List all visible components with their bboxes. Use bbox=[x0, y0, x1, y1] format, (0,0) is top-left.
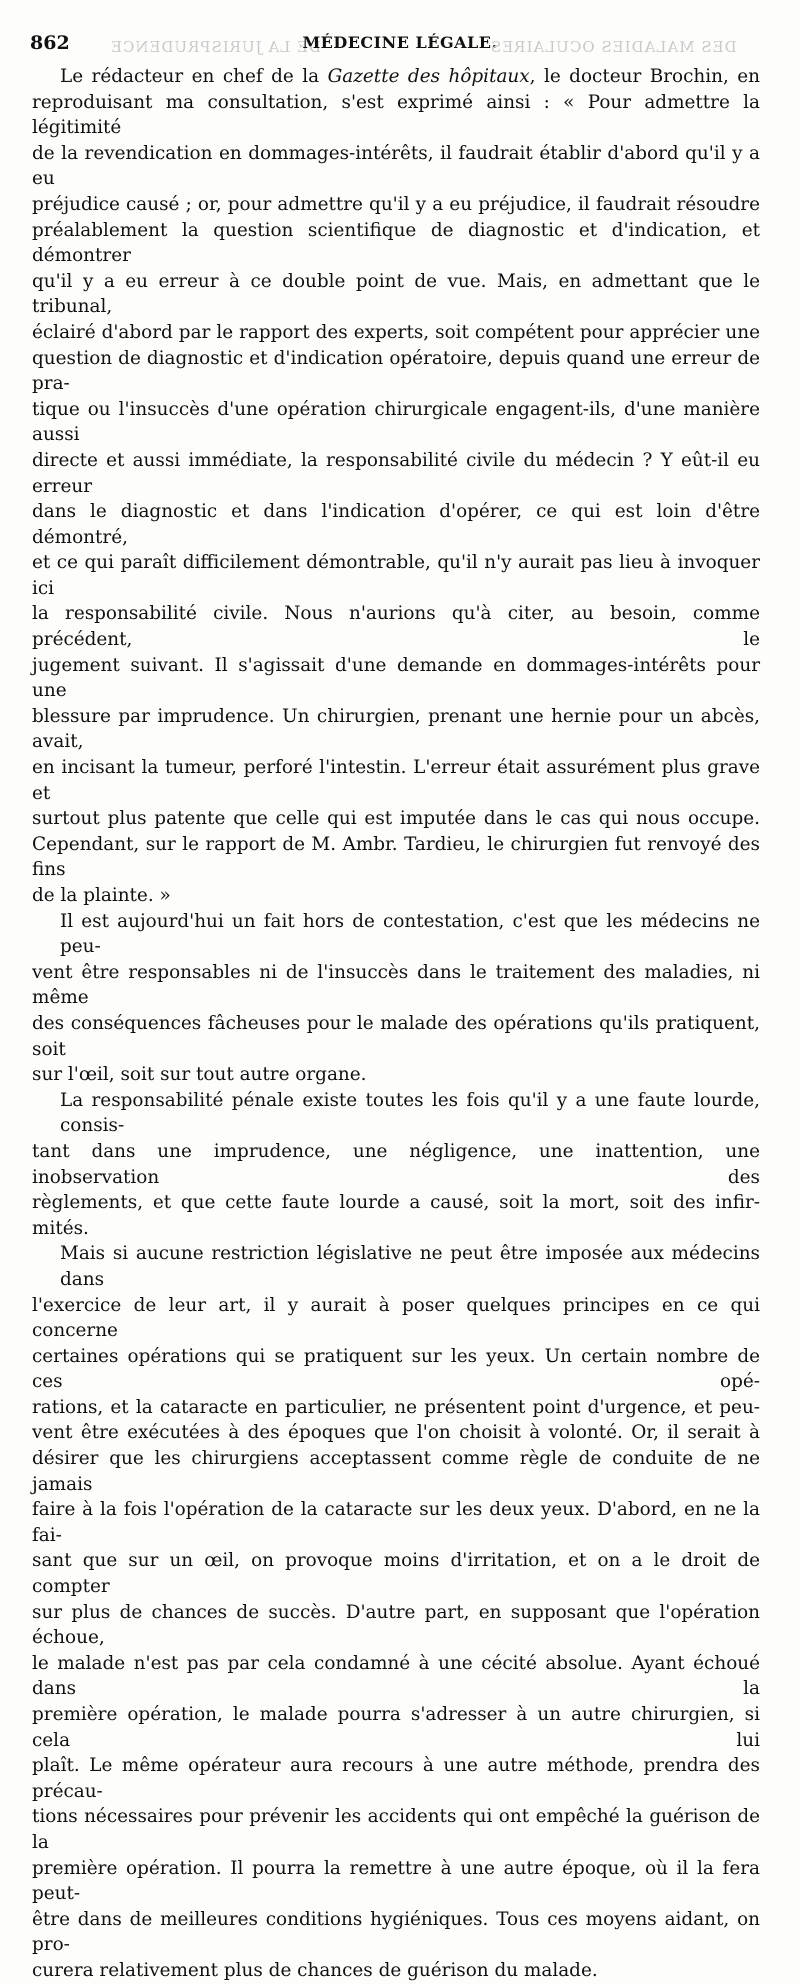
text-line: tique ou l'insuccès d'une opération chirurgicale engagent-ils, d'une manière aussi bbox=[32, 398, 760, 446]
text-line: de la plainte. » bbox=[32, 885, 171, 906]
text-line: préjudice causé ; or, pour admettre qu'il y a eu préjudice, il faudrait résoudre bbox=[32, 193, 760, 215]
text-line: éclairé d'abord par le rapport des experts, soit compétent pour apprécier une bbox=[32, 321, 760, 343]
text-line: Cependant, sur le rapport de M. Ambr. Tardieu, le chirurgien fut renvoyé des fins bbox=[32, 833, 760, 881]
text-line: rations, et la cataracte en particulier, ne présentent point d'urgence, et peu- bbox=[32, 1396, 760, 1418]
text-line: Il est aujourd'hui un fait hors de contestation, c'est que les médecins ne peu- bbox=[60, 910, 760, 958]
text-line: préalablement la question scientifique de diagnostic et d'indication, et démontrer bbox=[32, 219, 760, 267]
text-line: tions nécessaires pour prévenir les accidents qui ont empêché la guérison de la bbox=[32, 1806, 760, 1853]
text-line: la responsabilité civile. Nous n'aurions qu'à citer, au besoin, comme précédent, le bbox=[32, 603, 760, 651]
text-line: sant que sur un œil, on provoque moins d'irritation, et on a le droit de compter bbox=[32, 1550, 760, 1598]
bleed-through-right: DES MALADIES OCULAIRES bbox=[490, 38, 737, 56]
text-line: surtout plus patente que celle qui est imputée dans le cas qui nous occupe. bbox=[32, 808, 760, 830]
text-line: et ce qui paraît difficilement démontrable, qu'il n'y aurait pas lieu à invoquer ici bbox=[32, 552, 760, 599]
text-line: La responsabilité pénale existe toutes les fois qu'il y a une faute lourde, consis- bbox=[60, 1089, 760, 1137]
text-line: plaît. Le même opérateur aura recours à une autre méthode, prendra des précau- bbox=[32, 1755, 760, 1802]
paragraph bbox=[32, 1088, 760, 1242]
text-line: question de diagnostic et d'indication opératoire, depuis quand une erreur de pra- bbox=[32, 347, 760, 395]
journal-title: Gazette des hôpitaux bbox=[327, 66, 530, 87]
text-line: reproduisant ma consultation, s'est exprimé ainsi : « Pour admettre la légitimité bbox=[32, 91, 760, 139]
text-line: blessure par imprudence. Un chirurgien, prenant une hernie pour un abcès, avait, bbox=[32, 705, 760, 753]
text-line: certaines opérations qui se pratiquent sur les yeux. Un certain nombre de ces opé- bbox=[32, 1345, 760, 1393]
text-line: jugement suivant. Il s'agissait d'une demande en dommages-intérêts pour une bbox=[32, 654, 760, 702]
running-title: MÉDECINE LÉGALE. bbox=[302, 33, 498, 52]
text-line: de la revendication en dommages-intérêts, il faudrait établir d'abord qu'il y a eu bbox=[32, 142, 760, 190]
text-line: sur plus de chances de succès. D'autre part, en supposant que l'opération échoue, bbox=[32, 1601, 760, 1649]
text-line: Le rédacteur en chef de la Gazette des hôpitaux, le docteur Brochin, en bbox=[60, 66, 760, 87]
text-line: première opération. Il pourra la remettre à une autre époque, où il la fera peut- bbox=[32, 1857, 760, 1905]
text-line: qu'il y a eu erreur à ce double point de vue. Mais, en admettant que le tribunal, bbox=[32, 270, 760, 318]
text-line: règlements, et que cette faute lourde a causé, soit la mort, soit des infir- bbox=[32, 1192, 760, 1214]
running-head bbox=[30, 30, 770, 56]
text-line: l'exercice de leur art, il y aurait à poser quelques principes en ce qui concerne bbox=[32, 1294, 760, 1342]
text-line: vent être responsables ni de l'insuccès dans le traitement des maladies, ni même bbox=[32, 961, 760, 1009]
text-line: Mais si aucune restriction législative ne peut être imposée aux médecins dans bbox=[60, 1243, 760, 1290]
text-line: en incisant la tumeur, perforé l'intestin. L'erreur était assurément plus grave et bbox=[32, 757, 760, 804]
paragraph bbox=[32, 1241, 760, 1983]
text-line: des conséquences fâcheuses pour le malade des opérations qu'ils pratiquent, soit bbox=[32, 1012, 760, 1060]
text-line: vent être exécutées à des époques que l'on choisit à volonté. Or, il serait à bbox=[32, 1422, 760, 1444]
page-number: 862 bbox=[30, 32, 70, 54]
text-line: faire à la fois l'opération de la cataracte sur les deux yeux. D'abord, en ne la fai- bbox=[32, 1499, 760, 1546]
paragraph bbox=[32, 909, 760, 1088]
paragraph bbox=[32, 64, 760, 909]
text-line: curera relativement plus de chances de guérison du malade. bbox=[32, 1959, 598, 1981]
text-line: tant dans une imprudence, une négligence, une inattention, une inobservation des bbox=[32, 1140, 760, 1188]
text-line: mités. bbox=[32, 1217, 89, 1239]
text-line: le malade n'est pas par cela condamné à une cécité absolue. Ayant échoué dans la bbox=[32, 1652, 760, 1700]
body-text bbox=[32, 64, 760, 1984]
text-line: sur l'œil, soit sur tout autre organe. bbox=[32, 1064, 367, 1086]
text-line: dans le diagnostic et dans l'indication d'opérer, ce qui est loin d'être démontré, bbox=[32, 501, 760, 548]
bleed-through-left: DE LA JURISPRUDENCE bbox=[110, 38, 322, 56]
text-line: première opération, le malade pourra s'adresser à un autre chirurgien, si cela lui bbox=[32, 1704, 760, 1751]
text-line: être dans de meilleures conditions hygiéniques. Tous ces moyens aidant, on pro- bbox=[32, 1908, 760, 1956]
text-line: directe et aussi immédiate, la responsabilité civile du médecin ? Y eût-il eu erreur bbox=[32, 449, 760, 497]
text-line: désirer que les chirurgiens acceptassent comme règle de conduite de ne jamais bbox=[32, 1448, 760, 1495]
